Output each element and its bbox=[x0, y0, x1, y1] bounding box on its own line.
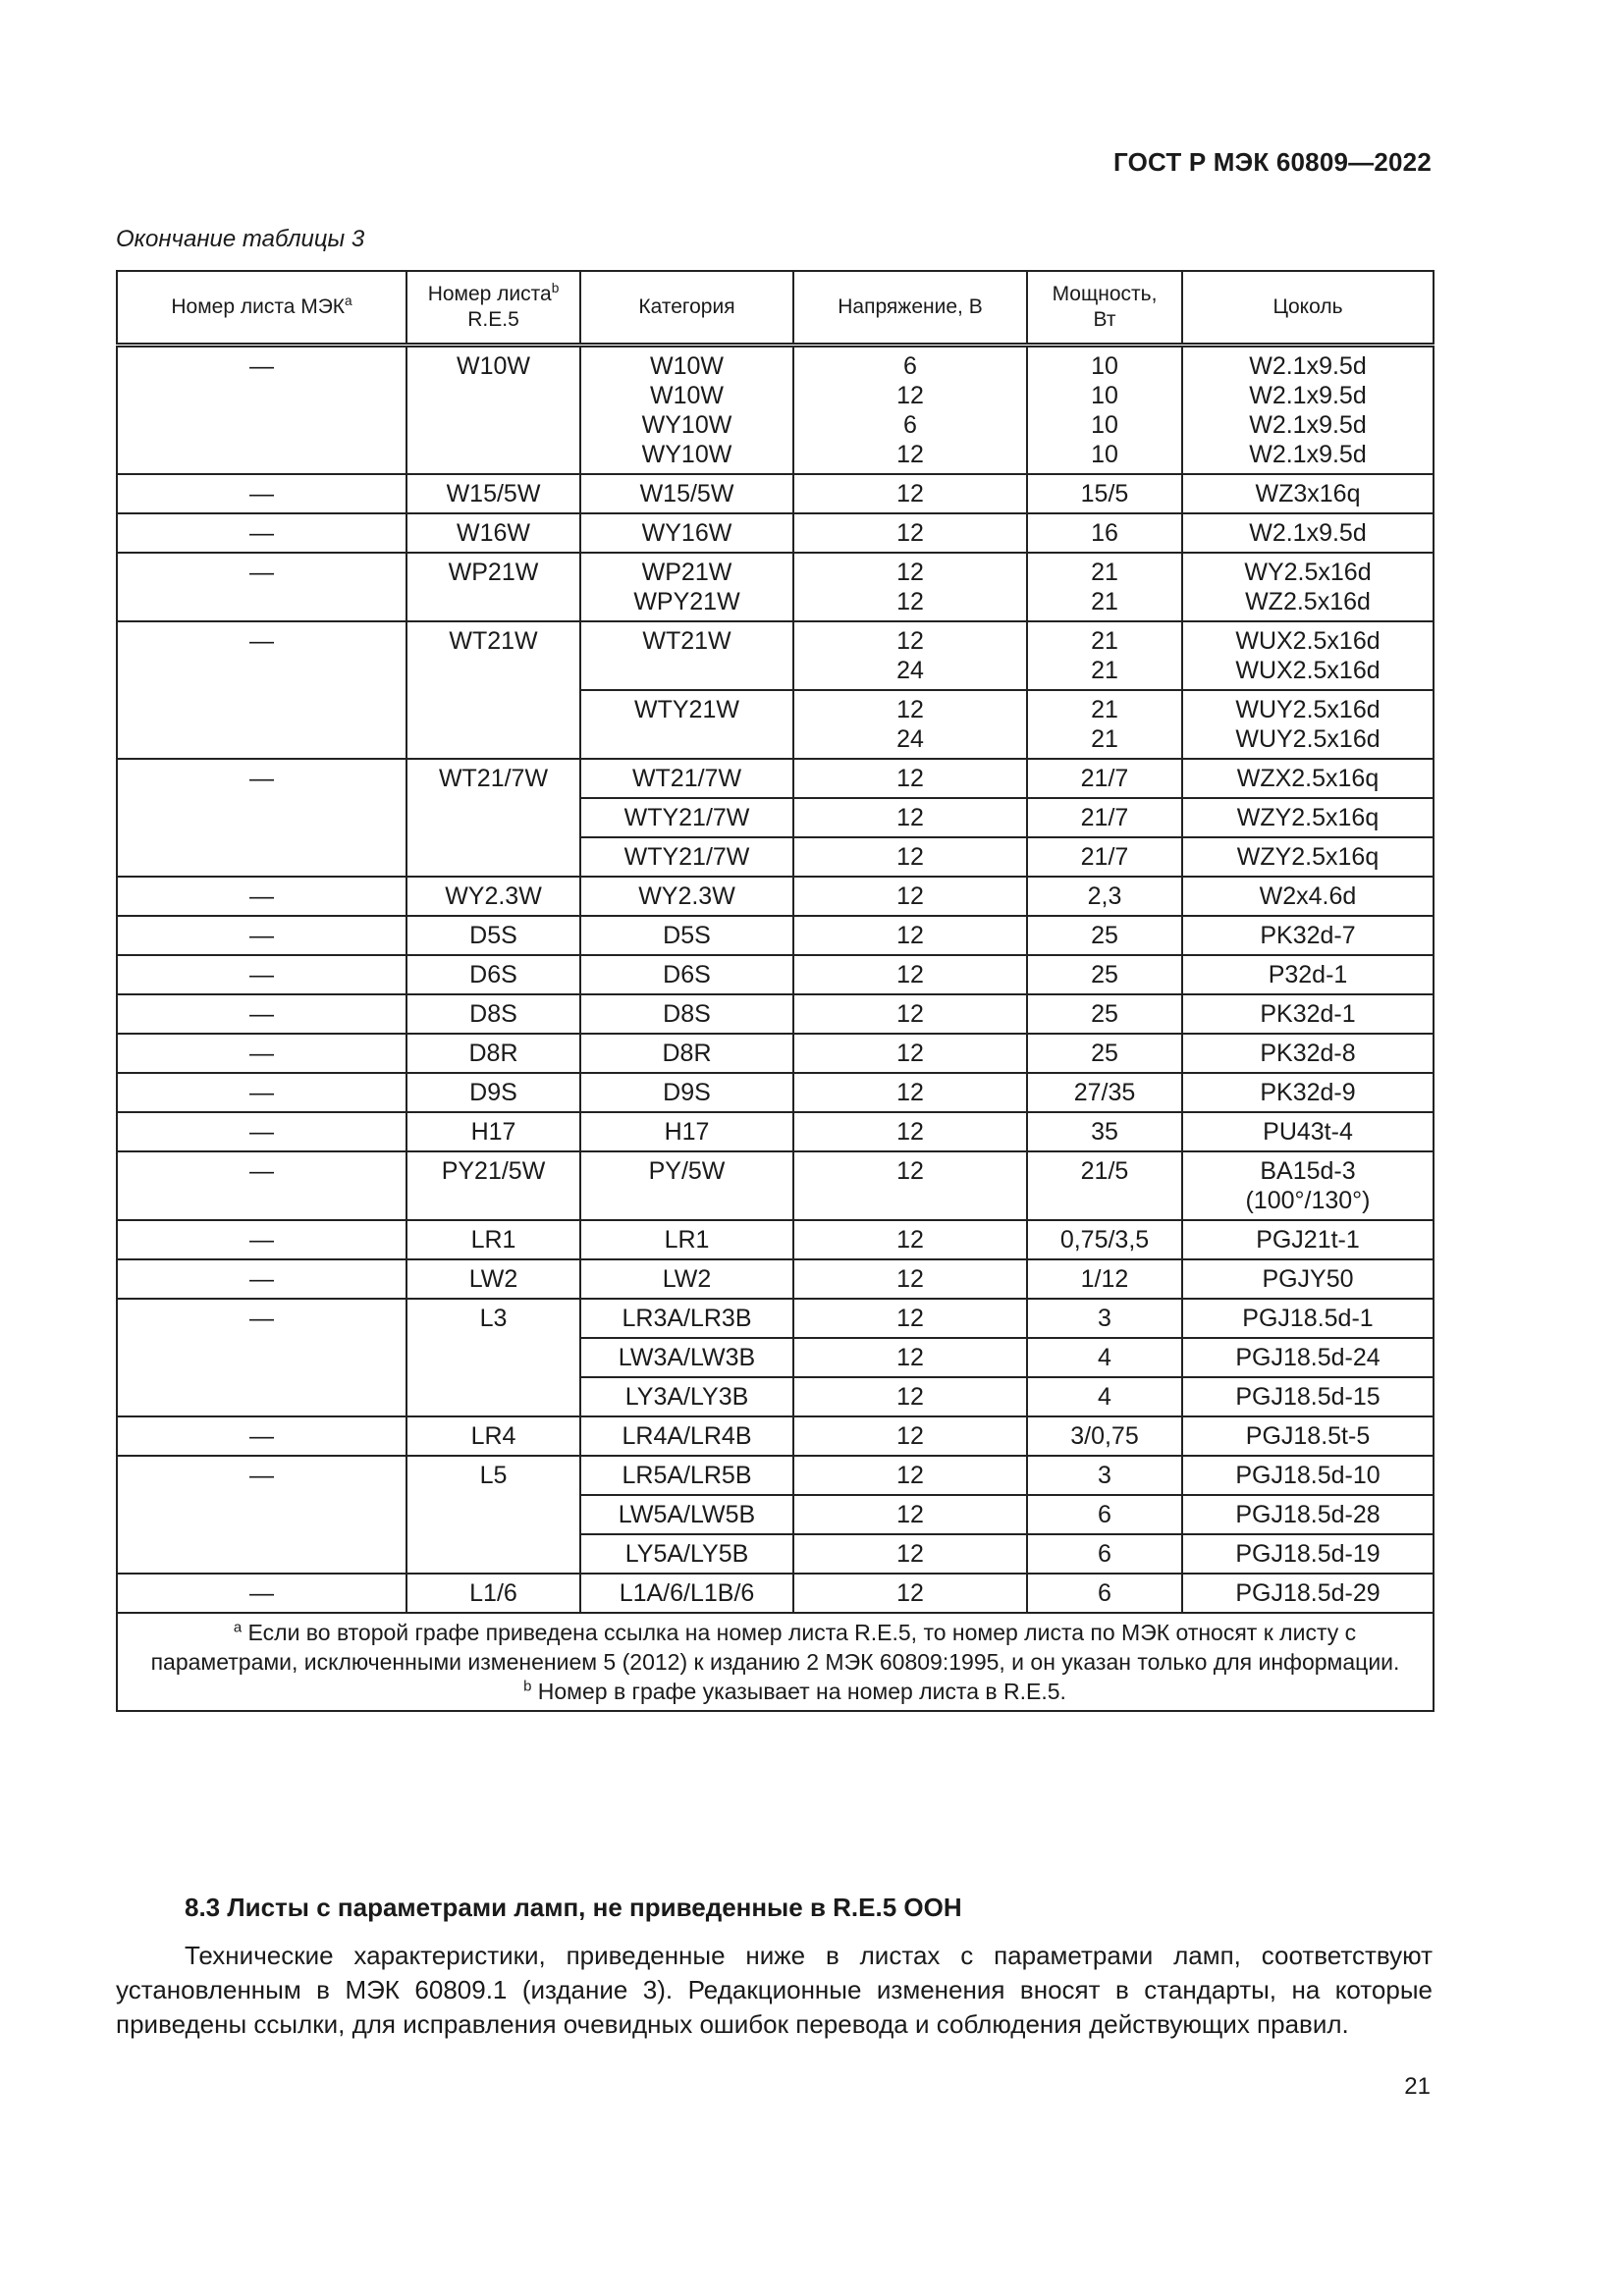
voltage-cell: 12 bbox=[793, 1574, 1027, 1613]
re5-sheet-cell: L5 bbox=[406, 1456, 580, 1574]
power-cell: 16 bbox=[1027, 513, 1182, 553]
table-row bbox=[117, 1259, 1434, 1299]
cap-cell: PGJ18.5d-28 bbox=[1182, 1495, 1434, 1534]
cap-cell: PK32d-8 bbox=[1182, 1034, 1434, 1073]
cap-cell: WUY2.5x16d WUY2.5x16d bbox=[1182, 690, 1434, 759]
re5-sheet-cell: L1/6 bbox=[406, 1574, 580, 1613]
power-cell: 27/35 bbox=[1027, 1073, 1182, 1112]
iec-sheet-cell: — bbox=[117, 1151, 406, 1220]
cap-cell: PGJ18.5d-29 bbox=[1182, 1574, 1434, 1613]
cap-cell: W2.1x9.5d W2.1x9.5d W2.1x9.5d W2.1x9.5d bbox=[1182, 346, 1434, 475]
power-cell: 15/5 bbox=[1027, 474, 1182, 513]
cap-cell: WZY2.5x16q bbox=[1182, 837, 1434, 877]
table-row bbox=[117, 916, 1434, 955]
cap-cell: WZ3x16q bbox=[1182, 474, 1434, 513]
category-cell: LR5A/LR5B bbox=[580, 1456, 793, 1495]
re5-sheet-cell: W15/5W bbox=[406, 474, 580, 513]
table-footnotes bbox=[117, 1613, 1434, 1711]
header-re5-sheet: Номер листа$^b$ R.E.5 bbox=[406, 271, 580, 346]
voltage-cell: 12 bbox=[793, 877, 1027, 916]
power-cell: 6 bbox=[1027, 1574, 1182, 1613]
iec-sheet-cell: — bbox=[117, 1574, 406, 1613]
voltage-cell: 12 24 bbox=[793, 690, 1027, 759]
category-cell: H17 bbox=[580, 1112, 793, 1151]
iec-sheet-cell: — bbox=[117, 1220, 406, 1259]
power-cell: 6 bbox=[1027, 1534, 1182, 1574]
table-row bbox=[117, 1456, 1434, 1495]
iec-sheet-cell: — bbox=[117, 994, 406, 1034]
document-header: ГОСТ Р МЭК 60809—2022 bbox=[1112, 147, 1432, 177]
iec-sheet-cell: — bbox=[117, 916, 406, 955]
cap-cell: PU43t-4 bbox=[1182, 1112, 1434, 1151]
voltage-cell: 12 bbox=[793, 1495, 1027, 1534]
category-cell: WTY21/7W bbox=[580, 837, 793, 877]
iec-sheet-cell: — bbox=[117, 955, 406, 994]
power-cell: 3 bbox=[1027, 1456, 1182, 1495]
category-cell: D8S bbox=[580, 994, 793, 1034]
voltage-cell: 12 bbox=[793, 1220, 1027, 1259]
table-row bbox=[117, 621, 1434, 690]
power-cell: 10 10 10 10 bbox=[1027, 346, 1182, 475]
footnote-a: $^a$ Если во второй графе приведена ссылка на номер листа R.E.5, то номер листа по МЭК относят к листу с параметрами, исключенными изменением 5 (2012) к изданию 2 МЭК 60809:1995, и он указан только для информации. bbox=[150, 1619, 1400, 1675]
voltage-cell: 12 12 bbox=[793, 553, 1027, 621]
power-cell: 21/7 bbox=[1027, 837, 1182, 877]
table-row bbox=[117, 994, 1434, 1034]
table-row bbox=[117, 346, 1434, 475]
lamp-table bbox=[116, 270, 1435, 1712]
power-cell: 4 bbox=[1027, 1377, 1182, 1416]
table-row bbox=[117, 553, 1434, 621]
voltage-cell: 12 bbox=[793, 513, 1027, 553]
cap-cell: PK32d-1 bbox=[1182, 994, 1434, 1034]
cap-cell: WZX2.5x16q bbox=[1182, 759, 1434, 798]
table-row bbox=[117, 759, 1434, 798]
power-cell: 0,75/3,5 bbox=[1027, 1220, 1182, 1259]
cap-cell: WY2.5x16d WZ2.5x16d bbox=[1182, 553, 1434, 621]
table-header-row bbox=[117, 271, 1434, 346]
table-row bbox=[117, 1034, 1434, 1073]
category-cell: WY2.3W bbox=[580, 877, 793, 916]
voltage-cell: 12 bbox=[793, 759, 1027, 798]
cap-cell: PK32d-7 bbox=[1182, 916, 1434, 955]
header-power: Мощность, Вт bbox=[1027, 271, 1182, 346]
iec-sheet-cell: — bbox=[117, 1259, 406, 1299]
power-cell: 35 bbox=[1027, 1112, 1182, 1151]
voltage-cell: 12 bbox=[793, 1416, 1027, 1456]
table-row bbox=[117, 474, 1434, 513]
category-cell: LW3A/LW3B bbox=[580, 1338, 793, 1377]
re5-sheet-cell: W10W bbox=[406, 346, 580, 475]
cap-cell: WUX2.5x16d WUX2.5x16d bbox=[1182, 621, 1434, 690]
table-row bbox=[117, 1416, 1434, 1456]
category-cell: LW5A/LW5B bbox=[580, 1495, 793, 1534]
iec-sheet-cell: — bbox=[117, 1299, 406, 1416]
voltage-cell: 12 bbox=[793, 1151, 1027, 1220]
category-cell: WP21W WPY21W bbox=[580, 553, 793, 621]
iec-sheet-cell: — bbox=[117, 1073, 406, 1112]
category-cell: L1A/6/L1B/6 bbox=[580, 1574, 793, 1613]
footnote-b: $^b$ Номер в графе указывает на номер листа в R.E.5. bbox=[523, 1678, 1066, 1704]
table-row bbox=[117, 1299, 1434, 1338]
category-cell: LW2 bbox=[580, 1259, 793, 1299]
voltage-cell: 12 bbox=[793, 916, 1027, 955]
power-cell: 21 21 bbox=[1027, 690, 1182, 759]
voltage-cell: 12 bbox=[793, 798, 1027, 837]
voltage-cell: 12 bbox=[793, 1338, 1027, 1377]
cap-cell: PGJ18.5d-15 bbox=[1182, 1377, 1434, 1416]
voltage-cell: 12 bbox=[793, 994, 1027, 1034]
power-cell: 4 bbox=[1027, 1338, 1182, 1377]
voltage-cell: 12 bbox=[793, 1299, 1027, 1338]
table-caption: Окончание таблицы 3 bbox=[116, 226, 365, 252]
re5-sheet-cell: LW2 bbox=[406, 1259, 580, 1299]
table-body bbox=[117, 346, 1434, 1614]
voltage-cell: 12 bbox=[793, 474, 1027, 513]
category-cell: PY/5W bbox=[580, 1151, 793, 1220]
category-cell: LY3A/LY3B bbox=[580, 1377, 793, 1416]
power-cell: 25 bbox=[1027, 916, 1182, 955]
re5-sheet-cell: D6S bbox=[406, 955, 580, 994]
footnote-row bbox=[117, 1613, 1434, 1711]
cap-cell: WZY2.5x16q bbox=[1182, 798, 1434, 837]
category-cell: D5S bbox=[580, 916, 793, 955]
table-row bbox=[117, 513, 1434, 553]
re5-sheet-cell: PY21/5W bbox=[406, 1151, 580, 1220]
voltage-cell: 12 bbox=[793, 1534, 1027, 1574]
re5-sheet-cell: D5S bbox=[406, 916, 580, 955]
cap-cell: PGJ21t-1 bbox=[1182, 1220, 1434, 1259]
re5-sheet-cell: WT21W bbox=[406, 621, 580, 759]
body-paragraph: Технические характеристики, приведенные ниже в листах с параметрами ламп, соответствуют установленным в МЭК 60809.1 (издание 3). Редакционные изменения вносят в стандарты, на которые приведены ссылки, для исправления очевидных ошибок перевода и соблюдения действующих правил. bbox=[116, 1941, 1433, 2039]
iec-sheet-cell: — bbox=[117, 1456, 406, 1574]
category-cell: WY16W bbox=[580, 513, 793, 553]
re5-sheet-cell: LR1 bbox=[406, 1220, 580, 1259]
category-cell: W10W W10W WY10W WY10W bbox=[580, 346, 793, 475]
category-cell: D6S bbox=[580, 955, 793, 994]
cap-cell: PGJ18.5t-5 bbox=[1182, 1416, 1434, 1456]
page-number: 21 bbox=[1404, 2073, 1431, 2100]
category-cell: WT21W bbox=[580, 621, 793, 690]
voltage-cell: 12 bbox=[793, 1034, 1027, 1073]
table-row bbox=[117, 877, 1434, 916]
table-row bbox=[117, 1112, 1434, 1151]
re5-sheet-cell: D8R bbox=[406, 1034, 580, 1073]
power-cell: 21 21 bbox=[1027, 621, 1182, 690]
re5-sheet-cell: L3 bbox=[406, 1299, 580, 1416]
re5-sheet-cell: LR4 bbox=[406, 1416, 580, 1456]
category-cell: LR3A/LR3B bbox=[580, 1299, 793, 1338]
category-cell: LR1 bbox=[580, 1220, 793, 1259]
category-cell: LR4A/LR4B bbox=[580, 1416, 793, 1456]
iec-sheet-cell: — bbox=[117, 1416, 406, 1456]
section-heading: 8.3 Листы с параметрами ламп, не приведенные в R.E.5 ООН bbox=[185, 1893, 962, 1922]
voltage-cell: 12 bbox=[793, 1456, 1027, 1495]
voltage-cell: 12 bbox=[793, 837, 1027, 877]
power-cell: 21/5 bbox=[1027, 1151, 1182, 1220]
table-row bbox=[117, 1073, 1434, 1112]
table-row bbox=[117, 955, 1434, 994]
iec-sheet-cell: — bbox=[117, 346, 406, 475]
iec-sheet-cell: — bbox=[117, 1034, 406, 1073]
re5-sheet-cell: W16W bbox=[406, 513, 580, 553]
voltage-cell: 12 bbox=[793, 955, 1027, 994]
iec-sheet-cell: — bbox=[117, 474, 406, 513]
category-cell: W15/5W bbox=[580, 474, 793, 513]
table-row bbox=[117, 1574, 1434, 1613]
header-voltage: Напряжение, В bbox=[793, 271, 1027, 346]
power-cell: 25 bbox=[1027, 994, 1182, 1034]
iec-sheet-cell: — bbox=[117, 759, 406, 877]
power-cell: 3 bbox=[1027, 1299, 1182, 1338]
power-cell: 21/7 bbox=[1027, 798, 1182, 837]
power-cell: 21 21 bbox=[1027, 553, 1182, 621]
voltage-cell: 12 bbox=[793, 1259, 1027, 1299]
voltage-cell: 6 12 6 12 bbox=[793, 346, 1027, 475]
category-cell: D9S bbox=[580, 1073, 793, 1112]
header-cap: Цоколь bbox=[1182, 271, 1434, 346]
power-cell: 3/0,75 bbox=[1027, 1416, 1182, 1456]
cap-cell: PGJ18.5d-19 bbox=[1182, 1534, 1434, 1574]
power-cell: 25 bbox=[1027, 1034, 1182, 1073]
iec-sheet-cell: — bbox=[117, 877, 406, 916]
table-row bbox=[117, 1151, 1434, 1220]
header-category: Категория bbox=[580, 271, 793, 346]
re5-sheet-cell: D9S bbox=[406, 1073, 580, 1112]
iec-sheet-cell: — bbox=[117, 553, 406, 621]
category-cell: LY5A/LY5B bbox=[580, 1534, 793, 1574]
category-cell: WTY21W bbox=[580, 690, 793, 759]
power-cell: 6 bbox=[1027, 1495, 1182, 1534]
voltage-cell: 12 bbox=[793, 1112, 1027, 1151]
voltage-cell: 12 bbox=[793, 1073, 1027, 1112]
power-cell: 2,3 bbox=[1027, 877, 1182, 916]
cap-cell: BA15d-3 (100°/130°) bbox=[1182, 1151, 1434, 1220]
iec-sheet-cell: — bbox=[117, 1112, 406, 1151]
re5-sheet-cell: WT21/7W bbox=[406, 759, 580, 877]
power-cell: 21/7 bbox=[1027, 759, 1182, 798]
voltage-cell: 12 bbox=[793, 1377, 1027, 1416]
cap-cell: PK32d-9 bbox=[1182, 1073, 1434, 1112]
category-cell: WT21/7W bbox=[580, 759, 793, 798]
header-iec-sheet: Номер листа МЭК$^a$ bbox=[117, 271, 406, 346]
cap-cell: PGJY50 bbox=[1182, 1259, 1434, 1299]
re5-sheet-cell: H17 bbox=[406, 1112, 580, 1151]
category-cell: WTY21/7W bbox=[580, 798, 793, 837]
iec-sheet-cell: — bbox=[117, 513, 406, 553]
cap-cell: PGJ18.5d-1 bbox=[1182, 1299, 1434, 1338]
power-cell: 1/12 bbox=[1027, 1259, 1182, 1299]
re5-sheet-cell: WY2.3W bbox=[406, 877, 580, 916]
voltage-cell: 12 24 bbox=[793, 621, 1027, 690]
table-row bbox=[117, 1220, 1434, 1259]
cap-cell: PGJ18.5d-10 bbox=[1182, 1456, 1434, 1495]
cap-cell: W2x4.6d bbox=[1182, 877, 1434, 916]
re5-sheet-cell: D8S bbox=[406, 994, 580, 1034]
cap-cell: W2.1x9.5d bbox=[1182, 513, 1434, 553]
iec-sheet-cell: — bbox=[117, 621, 406, 759]
cap-cell: PGJ18.5d-24 bbox=[1182, 1338, 1434, 1377]
cap-cell: P32d-1 bbox=[1182, 955, 1434, 994]
category-cell: D8R bbox=[580, 1034, 793, 1073]
power-cell: 25 bbox=[1027, 955, 1182, 994]
re5-sheet-cell: WP21W bbox=[406, 553, 580, 621]
